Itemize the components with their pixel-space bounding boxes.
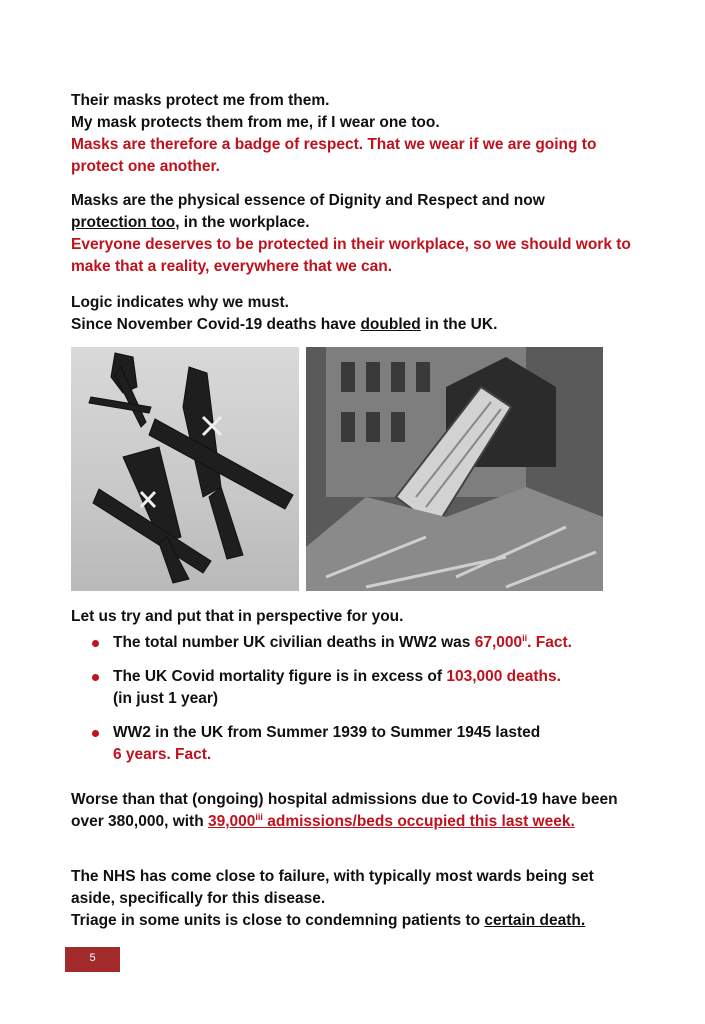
deaths-doubled-pre: Since November Covid-19 deaths have [71,316,357,333]
ww2-dive-bombers-photo [71,347,299,591]
nhs-failure-line: The NHS has come close to failure, with typically most wards being set aside, specifically for this disease. [71,868,594,907]
my-mask-line: My mask protects them from me, if I wear one too. [71,114,440,131]
list-item [71,666,641,710]
dignity-line-end: , in the workplace. [175,214,310,231]
triage-text: Triage in some units is close to condemning patients to [71,912,481,929]
dignity-line-text: Masks are the physical essence of Dignity and Respect and now [71,192,545,209]
bombed-bus-rubble-photo [306,347,603,591]
footnote-iii: iii [255,811,263,822]
page-number: 5 [89,952,96,964]
bullet-dot-icon [92,730,99,737]
hospital-admissions-paragraph [71,789,641,833]
page-number-badge [65,947,120,972]
deaths-doubled-line [71,314,641,336]
covid-deaths-figure: 103,000 deaths. [446,668,561,685]
triage-line [71,910,641,932]
dignity-line [71,190,641,234]
perspective-list [71,632,641,766]
covid-mortality-text: The UK Covid mortality figure is in excess of [113,668,443,685]
perspective-intro: Let us try and put that in perspective for you. [71,608,404,625]
logic-block [71,292,641,336]
protection-too-underlined: protection too [71,214,176,231]
masks-protect-me-line: Their masks protect me from them. [71,92,330,109]
doubled-underlined: doubled [360,316,421,333]
rubble-scene-icon [306,347,603,591]
everyone-deserves-line: Everyone deserves to be protected in their workplace, so we should work to make that a reality, everywhere that we can. [71,236,631,275]
bullet-dot-icon [92,640,99,647]
masks-intro-block [71,90,641,178]
list-item [71,632,641,654]
dignity-respect-block [71,190,641,278]
nhs-block [71,866,641,932]
ww2-duration-figure: 6 years. Fact. [113,746,212,763]
ww2-deaths-number: 67,000 [474,634,523,651]
perspective-block [71,606,641,778]
footnote-ii: ii [522,632,528,643]
logic-line: Logic indicates why we must. [71,294,289,311]
ww2-duration-text: WW2 in the UK from Summer 1939 to Summer 1945 lasted [113,724,541,741]
deaths-doubled-post: in the UK. [425,316,498,333]
beds-number: 39,000 [208,813,256,830]
certain-death-underlined: certain death. [484,912,586,929]
dive-bombers-icon [71,347,299,591]
badge-of-respect-line: Masks are therefore a badge of respect. That we wear if we are going to protect one another. [71,136,597,175]
hospital-admissions-block [71,789,641,833]
ww2-deaths-fact: . Fact. [527,634,572,651]
covid-timeframe-note: (in just 1 year) [113,690,219,707]
list-item [71,722,641,766]
beds-occupied-figure [208,813,575,830]
beds-occupied-text: admissions/beds occupied this last week. [267,813,575,830]
ww2-deaths-figure [475,634,572,651]
bullet-dot-icon [92,674,99,681]
hospital-admissions-text: Worse than that (ongoing) hospital admissions due to Covid-19 have been over 380,000, with [71,791,618,830]
ww2-deaths-text: The total number UK civilian deaths in WW2 was [113,634,471,651]
